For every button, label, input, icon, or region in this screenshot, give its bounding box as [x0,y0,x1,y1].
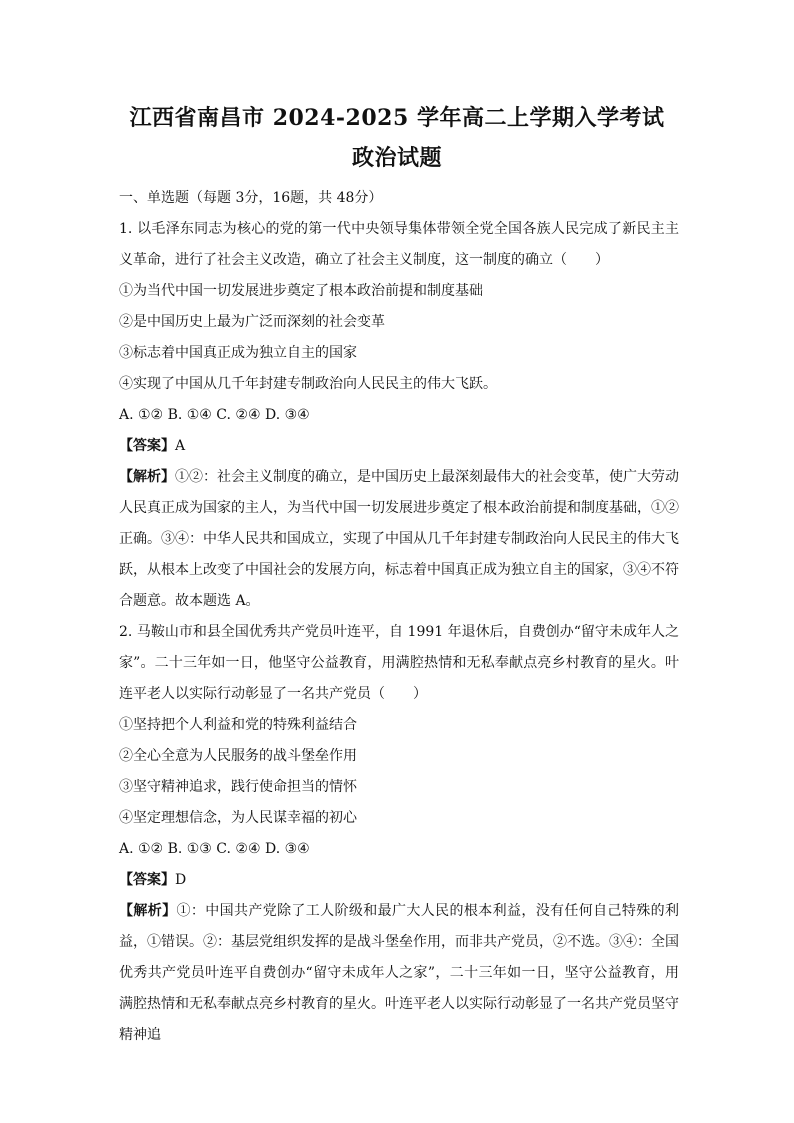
question-item: ④实现了中国从几千年封建专制政治向人民民主的伟大飞跃。 [119,376,497,392]
answer-value: A [175,438,186,454]
question-2 [119,617,679,1051]
document-title: 江西省南昌市 2024-2025 学年高二上学期入学考试 [129,105,665,131]
analysis-label: 【解析】 [119,903,177,919]
section-heading: 一、单选题（每题 3分，16题，共 48分） [119,190,383,206]
question-item: ①坚持把个人利益和党的特殊利益结合 [119,717,357,733]
document-subtitle: 政治试题 [351,145,442,171]
question-item: ②是中国历史上最为广泛而深刻的社会变革 [119,314,385,330]
answer-line [119,431,679,462]
answer-line [119,865,679,896]
question-item: ③坚守精神追求，践行使命担当的情怀 [119,779,357,795]
analysis-paragraph [119,896,679,1051]
question-item: ③标志着中国真正成为独立自主的国家 [119,345,357,361]
answer-label: 【答案】 [119,438,175,454]
question-options: A. ①② B. ①③ C. ②④ D. ③④ [119,841,310,857]
question-1 [119,214,679,617]
question-stem: 1. 以毛泽东同志为核心的党的第一代中央领导集体带领全党全国各族人民完成了新民主主义革命，进行了社会主义改造，确立了社会主义制度，这一制度的确立（ ） [119,221,679,268]
document-body [119,183,679,1051]
analysis-label: 【解析】 [119,469,175,485]
answer-value: D [175,872,187,888]
analysis-paragraph [119,462,679,617]
question-item: ①为当代中国一切发展进步奠定了根本政治前提和制度基础 [119,283,483,299]
question-stem: 2. 马鞍山市和县全国优秀共产党员叶连平，自 1991 年退休后，自费创办“留守未成年人之家”。二十三年如一日，他坚守公益教育，用满腔热情和无私奉献点亮乡村教育的星火。叶连平老人以实际行动彰显了一名共产党员（ ） [119,624,679,702]
analysis-text: ①②：社会主义制度的确立，是中国历史上最深刻最伟大的社会变革，使广大劳动人民真正成为国家的主人，为当代中国一切发展进步奠定了根本政治前提和制度基础，①②正确。③④：中华人民共和国成立，实现了中国从几千年封建专制政治向人民民主的伟大飞跃，从根本上改变了中国社会的发展方向，标志着中国真正成为独立自主的国家，③④不符合题意。故本题选 A。 [119,469,679,609]
question-options: A. ①② B. ①④ C. ②④ D. ③④ [119,407,310,423]
answer-label: 【答案】 [119,872,175,888]
analysis-text: ①：中国共产党除了工人阶级和最广大人民的根本利益，没有任何自己特殊的利益，①错误。②：基层党组织发挥的是战斗堡垒作用，而非共产党员，②不选。③④：全国优秀共产党员叶连平自费创办“留守未成年人之家”，二十三年如一日，坚守公益教育，用满腔热情和无私奉献点亮乡村教育的星火。叶连平老人以实际行动彰显了一名共产党员坚守精神追 [119,903,680,1043]
question-item: ②全心全意为人民服务的战斗堡垒作用 [119,748,357,764]
question-item: ④坚定理想信念，为人民谋幸福的初心 [119,810,357,826]
